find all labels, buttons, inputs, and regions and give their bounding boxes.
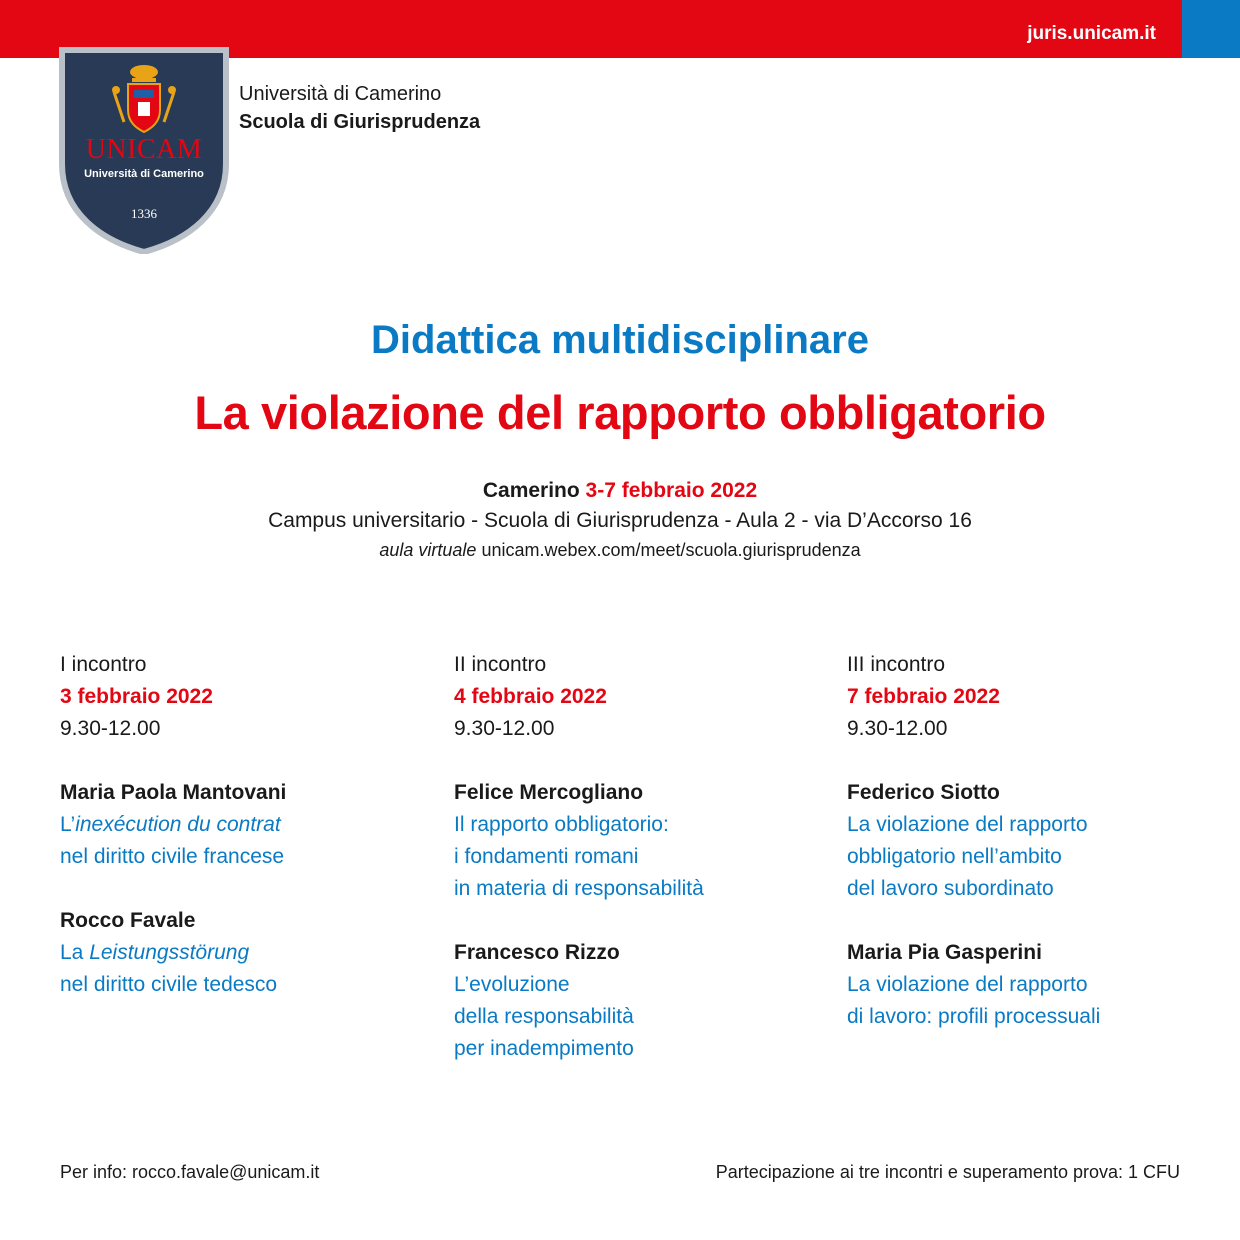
event-campus: Campus universitario - Scuola di Giurisprudenza - Aula 2 - via D’Accorso 16: [268, 509, 972, 532]
footer-info: Per info: rocco.favale@unicam.it: [60, 1162, 320, 1182]
speaker-name: Rocco Favale: [60, 909, 196, 932]
talk-topic-line: della responsabilità: [454, 1005, 634, 1028]
speaker-name: Francesco Rizzo: [454, 941, 620, 964]
institution-block: [239, 80, 480, 136]
talk-topic-line: La violazione del rapporto: [847, 973, 1088, 996]
event-city: Camerino: [482, 479, 580, 502]
talk-topic-line: di lavoro: profili processuali: [847, 1005, 1101, 1028]
event-subtitle: Didattica multidisciplinare: [371, 318, 869, 362]
session-time: 9.30-12.00: [847, 717, 948, 740]
talk-topic-line: L’evoluzione: [454, 973, 570, 996]
speaker-name: Federico Siotto: [847, 781, 1000, 804]
logo-subtitle: Università di Camerino: [84, 168, 204, 180]
talk-topic-line: obbligatorio nell’ambito: [847, 845, 1062, 868]
session-number: II incontro: [454, 653, 547, 676]
logo-brand: UNICAM: [85, 134, 203, 165]
talk-topic-line: nel diritto civile tedesco: [60, 973, 278, 996]
department-name: Scuola di Giurisprudenza: [239, 111, 481, 133]
unicam-logo: [58, 46, 230, 254]
speaker-name: Felice Mercogliano: [454, 781, 644, 804]
speaker-name: Maria Pia Gasperini: [847, 941, 1042, 964]
talk-topic: [60, 937, 400, 1001]
session-number: III incontro: [847, 653, 946, 676]
footer-credits: Partecipazione ai tre incontri e superamento prova: 1 CFU: [715, 1162, 1180, 1182]
talk-topic: [847, 969, 1187, 1033]
talk-topic-line: in materia di responsabilità: [454, 877, 704, 900]
session-date: 3 febbraio 2022: [60, 685, 213, 708]
talk-topic-line: i fondamenti romani: [454, 845, 639, 868]
talk-topic: [454, 969, 794, 1065]
speaker-name: Maria Paola Mantovani: [60, 781, 287, 804]
site-url-link[interactable]: juris.unicam.it: [1027, 23, 1156, 44]
university-name: Università di Camerino: [239, 83, 442, 105]
talk-topic-line: Il rapporto obbligatorio:: [454, 813, 669, 836]
event-title: La violazione del rapporto obbligatorio: [194, 386, 1046, 439]
talk-topic-line: per inadempimento: [454, 1037, 634, 1060]
virtual-room-link[interactable]: unicam.webex.com/meet/scuola.giurisprudenza: [481, 540, 861, 560]
session-column: [454, 649, 794, 1097]
session-time: 9.30-12.00: [454, 717, 555, 740]
talk-topic-italic: inexécution du contrat: [75, 813, 281, 836]
session-column: [60, 649, 400, 1033]
session-column: [847, 649, 1187, 1065]
virtual-room-label: aula virtuale: [379, 540, 477, 560]
talk-topic-italic: Leistungsstörung: [89, 941, 250, 964]
talk-topic: [454, 809, 794, 905]
talk-topic-line: La violazione del rapporto: [847, 813, 1088, 836]
session-time: 9.30-12.00: [60, 717, 161, 740]
talk-topic-line: del lavoro subordinato: [847, 877, 1054, 900]
session-date: 7 febbraio 2022: [847, 685, 1000, 708]
talk-topic-line: L’: [60, 813, 76, 836]
session-number: I incontro: [60, 653, 147, 676]
talk-topic-line: nel diritto civile francese: [60, 845, 285, 868]
talk-topic-line: La: [60, 941, 90, 964]
session-date: 4 febbraio 2022: [454, 685, 607, 708]
talk-topic: [847, 809, 1187, 905]
talk-topic: [60, 809, 400, 873]
event-location: [0, 476, 1240, 564]
logo-year: 1336: [131, 206, 157, 221]
event-dates: 3-7 febbraio 2022: [585, 479, 758, 502]
top-bar-accent: [1182, 0, 1240, 58]
